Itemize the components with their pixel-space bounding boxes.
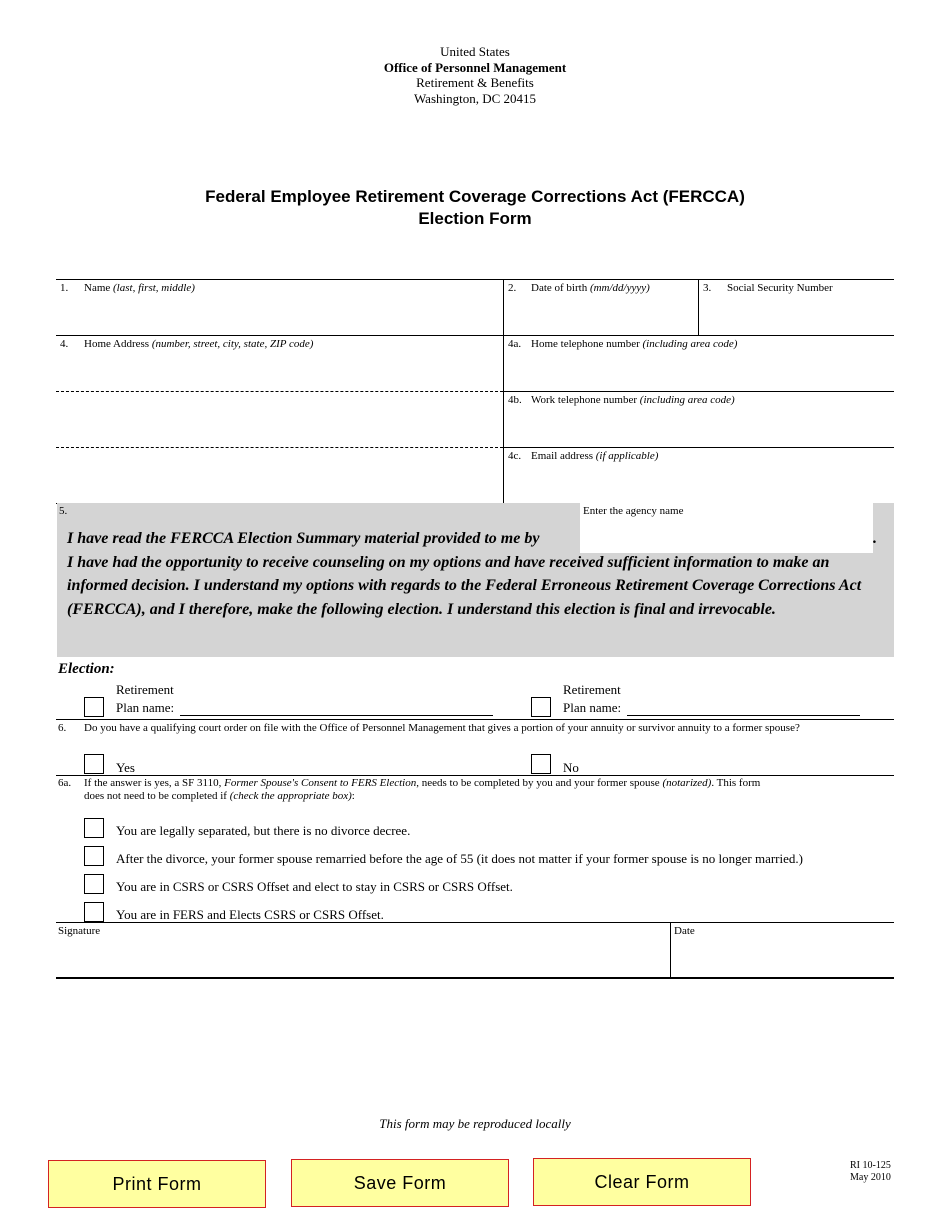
work-phone-field[interactable]: Work telephone number (including area code) [531,394,735,406]
no-label: No [563,760,579,775]
field-number: 2. [508,282,517,294]
column-divider [698,279,699,335]
plan-name-right-input[interactable] [627,715,860,716]
plan-name-right-label: Plan name: [563,700,622,715]
plan-name-left-input[interactable] [180,715,493,716]
ssn-field[interactable]: Social Security Number [727,282,833,294]
clear-form-button[interactable]: Clear Form [533,1158,751,1206]
field-number: 4c. [508,450,522,462]
fers-elects-csrs-checkbox[interactable] [84,902,104,922]
field-number: 4. [60,338,69,350]
field-number: 6. [58,722,67,734]
court-order-question: Do you have a qualifying court order on file with the Office of Personnel Management that gives a portion of your annuity or survivor annuity to a former spouse? [84,722,800,734]
address-line [56,447,503,448]
address-line [56,391,503,392]
field-number: 4a. [508,338,522,350]
row-divider [56,719,894,720]
table-bottom-border [56,977,894,979]
agency-country: United States [440,44,510,59]
retirement-left-label: Retirement [116,682,174,697]
home-address-field[interactable]: Home Address (number, street, city, state, ZIP code) [84,338,314,350]
save-form-button[interactable]: Save Form [291,1159,509,1207]
election-heading: Election: [58,661,115,677]
field-number: 1. [60,282,69,294]
form-number: RI 10-125 [850,1160,891,1171]
retirement-right-label: Retirement [563,682,621,697]
date-of-birth-field[interactable]: Date of birth (mm/dd/yyyy) [531,282,650,294]
table-top-border [56,279,894,280]
stay-csrs-label: You are in CSRS or CSRS Offset and elect to stay in CSRS or CSRS Offset. [116,879,513,894]
agency-division: Retirement & Benefits [416,75,534,90]
agency-name-label: Enter the agency name [583,505,684,517]
former-spouse-instructions: If the answer is yes, a SF 3110, Former Spouse's Consent to FERS Election, needs to be completed by you and your former spouse (notarized). This form [84,777,761,789]
field-number: 5. [59,505,68,517]
spouse-remarried-label: After the divorce, your former spouse remarried before the age of 55 (it does not matter if your former spouse is no longer married.) [116,851,803,866]
row-divider [503,391,894,392]
agency-address: Washington, DC 20415 [413,91,537,106]
retirement-left-checkbox[interactable] [84,697,104,717]
row-divider [503,447,894,448]
row-divider [56,335,503,336]
field-number: 3. [703,282,712,294]
home-phone-field[interactable]: Home telephone number (including area code) [531,338,738,350]
email-field[interactable]: Email address (if applicable) [531,450,659,462]
row-divider [56,775,894,776]
legally-separated-label: You are legally separated, but there is no divorce decree. [116,823,411,838]
name-field[interactable]: Name (last, first, middle) [84,282,195,294]
form-title: Federal Employee Retirement Coverage Corrections Act (FERCCA) [205,187,745,206]
election-statement: I have read the FERCCA Election Summary material provided to me by . I have had the opportunity to receive counseling on my options and have received sufficient information to make an informed decision. I understand my options with regards to the Federal Erroneous Retirement Coverage Corrections Act (FERCCA), and I therefore, make the following election. I understand this election is final and irrevocable. [67,530,877,618]
field-number: 4b. [508,394,522,406]
column-divider [670,922,671,977]
print-form-button[interactable]: Print Form [48,1160,266,1208]
yes-label: Yes [116,760,135,775]
column-divider [503,279,504,503]
form-subtitle: Election Form [418,209,532,228]
former-spouse-instructions-cont: does not need to be completed if (check the appropriate box): [84,790,355,802]
legally-separated-checkbox[interactable] [84,818,104,838]
reproduction-note: This form may be reproduced locally [379,1116,571,1131]
agency-name: Office of Personnel Management [383,60,567,75]
plan-name-left-label: Plan name: [116,700,175,715]
no-checkbox[interactable] [531,754,551,774]
row-divider [56,922,894,923]
spouse-remarried-checkbox[interactable] [84,846,104,866]
fers-elects-csrs-label: You are in FERS and Elects CSRS or CSRS Offset. [116,907,384,922]
row-divider [503,335,894,336]
yes-checkbox[interactable] [84,754,104,774]
form-date: May 2010 [850,1172,891,1183]
signature-field[interactable]: Signature [58,925,101,937]
field-number: 6a. [58,777,72,789]
date-field[interactable]: Date [674,925,695,937]
stay-csrs-checkbox[interactable] [84,874,104,894]
retirement-right-checkbox[interactable] [531,697,551,717]
